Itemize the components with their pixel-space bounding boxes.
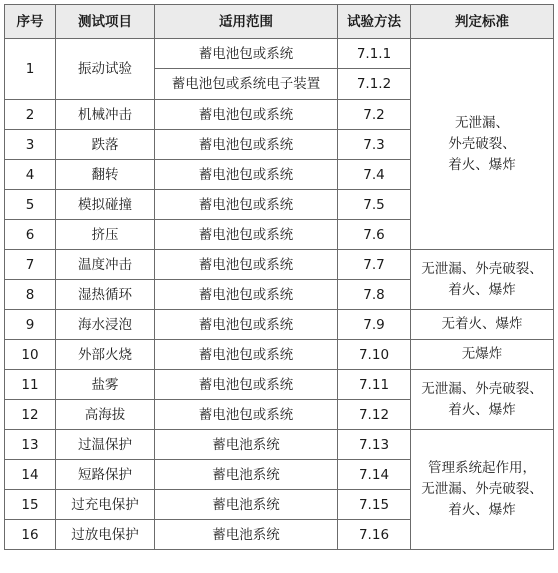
table-row xyxy=(5,39,554,69)
criteria-line: 无泄漏、外壳破裂、 xyxy=(421,481,543,497)
table-row xyxy=(5,250,554,280)
cell-test-item: 模拟碰撞 xyxy=(56,190,155,220)
header-test-method: 试验方法 xyxy=(338,5,411,39)
table-row xyxy=(5,370,554,400)
header-scope: 适用范围 xyxy=(155,5,338,39)
cell-scope: 蓄电池系统 xyxy=(155,490,338,520)
table-header-row xyxy=(5,5,554,39)
cell-criteria xyxy=(411,39,554,250)
cell-scope: 蓄电池包或系统 xyxy=(155,220,338,250)
criteria-line: 着火、爆炸 xyxy=(448,401,516,418)
cell-method: 7.14 xyxy=(338,460,411,490)
cell-test-item: 挤压 xyxy=(56,220,155,250)
cell-test-item: 跌落 xyxy=(56,130,155,160)
cell-method: 7.9 xyxy=(338,310,411,340)
cell-no: 4 xyxy=(5,160,56,190)
cell-scope: 蓄电池包或系统 xyxy=(155,310,338,340)
cell-no: 8 xyxy=(5,280,56,310)
cell-scope: 蓄电池系统 xyxy=(155,520,338,550)
cell-no: 7 xyxy=(5,250,56,280)
cell-test-item: 过温保护 xyxy=(56,430,155,460)
header-criteria: 判定标准 xyxy=(411,5,554,39)
criteria-line: 无泄漏、外壳破裂、 xyxy=(421,260,543,277)
cell-test-item: 海水浸泡 xyxy=(56,310,155,340)
criteria-line: 管理系统起作用， xyxy=(428,460,536,476)
cell-test-item: 过充电保护 xyxy=(56,490,155,520)
cell-scope: 蓄电池包或系统电子装置 xyxy=(155,69,338,100)
cell-no: 6 xyxy=(5,220,56,250)
standard-table-container xyxy=(4,4,554,550)
cell-no: 12 xyxy=(5,400,56,430)
cell-scope: 蓄电池包或系统 xyxy=(155,100,338,130)
table-row xyxy=(5,310,554,340)
cell-scope: 蓄电池包或系统 xyxy=(155,280,338,310)
criteria-line: 无泄漏、外壳破裂、 xyxy=(421,380,543,397)
cell-test-item: 翻转 xyxy=(56,160,155,190)
cell-test-item: 盐雾 xyxy=(56,370,155,400)
cell-no: 2 xyxy=(5,100,56,130)
cell-method: 7.10 xyxy=(338,340,411,370)
cell-no: 15 xyxy=(5,490,56,520)
cell-method: 7.11 xyxy=(338,370,411,400)
cell-scope: 蓄电池包或系统 xyxy=(155,160,338,190)
criteria-line: 外壳破裂、 xyxy=(448,135,516,152)
criteria-line: 无爆炸 xyxy=(461,346,503,362)
cell-test-item: 温度冲击 xyxy=(56,250,155,280)
cell-criteria xyxy=(411,310,554,340)
cell-no: 9 xyxy=(5,310,56,340)
cell-test-item: 短路保护 xyxy=(56,460,155,490)
criteria-line: 无泄漏、 xyxy=(455,114,509,131)
cell-criteria xyxy=(411,430,554,550)
cell-method: 7.15 xyxy=(338,490,411,520)
header-no: 序号 xyxy=(5,5,56,39)
cell-test-item: 机械冲击 xyxy=(56,100,155,130)
cell-method: 7.7 xyxy=(338,250,411,280)
cell-scope: 蓄电池包或系统 xyxy=(155,250,338,280)
cell-method: 7.1.1 xyxy=(338,39,411,69)
criteria-line: 着火、爆炸 xyxy=(448,281,516,298)
cell-method: 7.12 xyxy=(338,400,411,430)
battery-safety-test-table xyxy=(4,4,554,550)
cell-test-item: 湿热循环 xyxy=(56,280,155,310)
cell-no: 3 xyxy=(5,130,56,160)
cell-scope: 蓄电池系统 xyxy=(155,460,338,490)
cell-method: 7.13 xyxy=(338,430,411,460)
cell-test-item: 外部火烧 xyxy=(56,340,155,370)
cell-no: 1 xyxy=(5,39,56,100)
cell-test-item: 振动试验 xyxy=(56,39,155,100)
criteria-line: 着火、爆炸 xyxy=(448,156,516,173)
cell-no: 11 xyxy=(5,370,56,400)
cell-scope: 蓄电池系统 xyxy=(155,430,338,460)
cell-method: 7.5 xyxy=(338,190,411,220)
table-row xyxy=(5,340,554,370)
cell-method: 7.1.2 xyxy=(338,69,411,100)
cell-method: 7.4 xyxy=(338,160,411,190)
table-row xyxy=(5,430,554,460)
cell-no: 14 xyxy=(5,460,56,490)
cell-method: 7.2 xyxy=(338,100,411,130)
cell-method: 7.16 xyxy=(338,520,411,550)
cell-criteria xyxy=(411,370,554,430)
criteria-line: 着火、爆炸 xyxy=(448,502,516,518)
cell-no: 5 xyxy=(5,190,56,220)
cell-scope: 蓄电池包或系统 xyxy=(155,400,338,430)
cell-method: 7.6 xyxy=(338,220,411,250)
cell-no: 13 xyxy=(5,430,56,460)
cell-no: 10 xyxy=(5,340,56,370)
cell-scope: 蓄电池包或系统 xyxy=(155,340,338,370)
criteria-line: 无着火、爆炸 xyxy=(441,316,523,332)
cell-test-item: 过放电保护 xyxy=(56,520,155,550)
cell-scope: 蓄电池包或系统 xyxy=(155,39,338,69)
header-test-item: 测试项目 xyxy=(56,5,155,39)
cell-no: 16 xyxy=(5,520,56,550)
cell-criteria xyxy=(411,340,554,370)
cell-scope: 蓄电池包或系统 xyxy=(155,370,338,400)
cell-scope: 蓄电池包或系统 xyxy=(155,130,338,160)
cell-criteria xyxy=(411,250,554,310)
cell-test-item: 高海拔 xyxy=(56,400,155,430)
cell-scope: 蓄电池包或系统 xyxy=(155,190,338,220)
cell-method: 7.3 xyxy=(338,130,411,160)
cell-method: 7.8 xyxy=(338,280,411,310)
